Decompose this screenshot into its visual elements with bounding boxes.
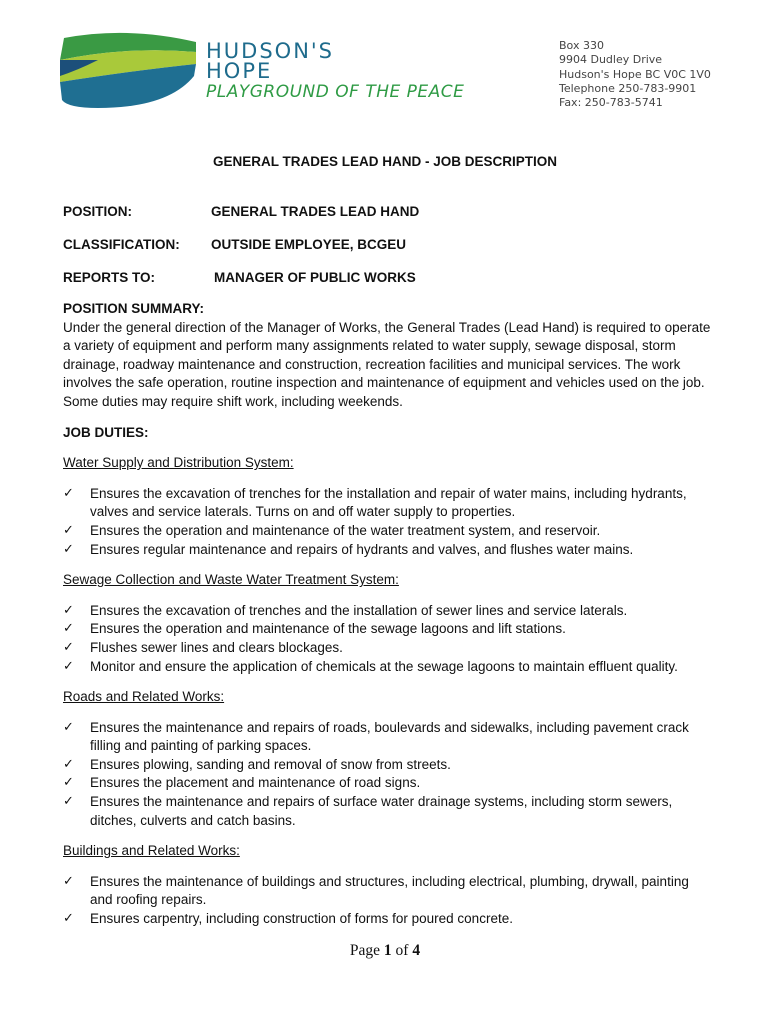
address-line: Box 330 [559, 39, 604, 52]
current-page: 1 [383, 942, 392, 959]
duty-item: ✓ Monitor and ensure the application of chemicals at the sewage lagoons to maintain effluent quality. [63, 658, 713, 677]
field-label: REPORTS TO: [63, 270, 156, 285]
checkmark-icon: ✓ [63, 775, 74, 791]
checkmark-icon: ✓ [63, 602, 74, 618]
checkmark-icon: ✓ [63, 639, 74, 655]
duty-item: ✓ Ensures plowing, sanding and removal of snow from streets. [63, 756, 713, 775]
summary-heading: POSITION SUMMARY: [63, 301, 204, 316]
fax-line: Fax: 250-783-5741 [559, 96, 663, 110]
duty-item: ✓ Ensures the maintenance and repairs of surface water drainage systems, including storm sewers, ditches, culverts and catch basins. [63, 794, 673, 828]
duty-item: ✓ Ensures the excavation of trenches and the installation of sewer lines and service laterals. [63, 602, 713, 621]
field-label: POSITION: [63, 204, 133, 219]
duty-item: ✓ Ensures the maintenance of buildings and structures, including electrical, plumbing, drywall, painting and roofing repairs. [63, 873, 689, 908]
classification-field [63, 237, 407, 252]
checkmark-icon: ✓ [63, 873, 74, 889]
checkmark-icon: ✓ [63, 911, 74, 927]
section-title-sewage: Sewage Collection and Waste Water Treatment System: [63, 572, 399, 588]
total-pages: 4 [412, 942, 421, 959]
field-value: MANAGER OF PUBLIC WORKS [214, 270, 416, 285]
checkmark-icon: ✓ [63, 621, 74, 637]
page-word: Page [349, 942, 381, 959]
section-title-roads: Roads and Related Works: [63, 689, 225, 705]
position-field [63, 204, 420, 219]
section-title-water: Water Supply and Distribution System: [63, 455, 294, 471]
duty-list-buildings [63, 873, 713, 929]
section-title-buildings: Buildings and Related Works: [63, 843, 240, 859]
duty-item: ✓ Ensures the operation and maintenance of the sewage lagoons and lift stations. [63, 620, 713, 639]
of-word: of [395, 942, 409, 959]
address-block [559, 39, 711, 110]
checkmark-icon: ✓ [63, 522, 74, 538]
page-number [0, 942, 770, 960]
field-value: OUTSIDE EMPLOYEE, BCGEU [211, 237, 407, 252]
checkmark-icon: ✓ [63, 541, 74, 557]
duty-item: ✓ Ensures the excavation of trenches for the installation and repair of water mains, including hydrants, valves and service laterals. Turns on and off water supply to properties. [63, 485, 687, 520]
address-line: 9904 Dudley Drive [559, 53, 663, 67]
logo-text-line1: HUDSON'S [206, 39, 335, 63]
checkmark-icon: ✓ [63, 485, 74, 501]
document-title: GENERAL TRADES LEAD HAND - JOB DESCRIPTION [212, 154, 558, 169]
checkmark-icon: ✓ [63, 719, 74, 735]
document-body [63, 300, 713, 941]
checkmark-icon: ✓ [63, 794, 74, 810]
duty-list-roads [63, 719, 713, 831]
field-label: CLASSIFICATION: [63, 237, 180, 252]
summary-text: Under the general direction of the Manager of Works, the General Trades (Lead Hand) is required to operate a variety of equipment and perform many assignments related to water supply, sewage disposal, storm drainage, roadway maintenance and construction, recreation facilities and municipal services. The work involves the safe operation, routine inspection and maintenance of equipment and vehicles used on the job. Some duties may require shift work, including weekends. [63, 319, 711, 409]
checkmark-icon: ✓ [63, 756, 74, 772]
checkmark-icon: ✓ [63, 658, 74, 674]
logo-tagline: PLAYGROUND OF THE PEACE [206, 82, 465, 102]
duty-item: ✓ Ensures the maintenance and repairs of roads, boulevards and sidewalks, including pavement crack filling and painting of parking spaces. [63, 719, 689, 754]
reports-to-field [63, 270, 416, 285]
duty-item: ✓ Ensures carpentry, including construction of forms for poured concrete. [63, 910, 713, 929]
duty-list-sewage [63, 602, 713, 676]
duty-item: ✓ Ensures the operation and maintenance of the water treatment system, and reservoir. [63, 522, 713, 541]
duty-item: ✓ Ensures regular maintenance and repairs of hydrants and valves, and flushes water mains. [63, 541, 713, 560]
duties-heading: JOB DUTIES: [63, 424, 149, 440]
telephone-line: Telephone 250-783-9901 [559, 81, 697, 95]
duty-item: ✓ Ensures the placement and maintenance of road signs. [63, 774, 713, 793]
address-line: Hudson's Hope BC V0C 1V0 [559, 67, 711, 81]
duty-list-water [63, 485, 713, 559]
duty-item: ✓ Flushes sewer lines and clears blockages. [63, 639, 713, 658]
logo-text-line2: HOPE [206, 59, 273, 83]
field-value: GENERAL TRADES LEAD HAND [211, 204, 420, 219]
logo-emblem [58, 30, 198, 112]
